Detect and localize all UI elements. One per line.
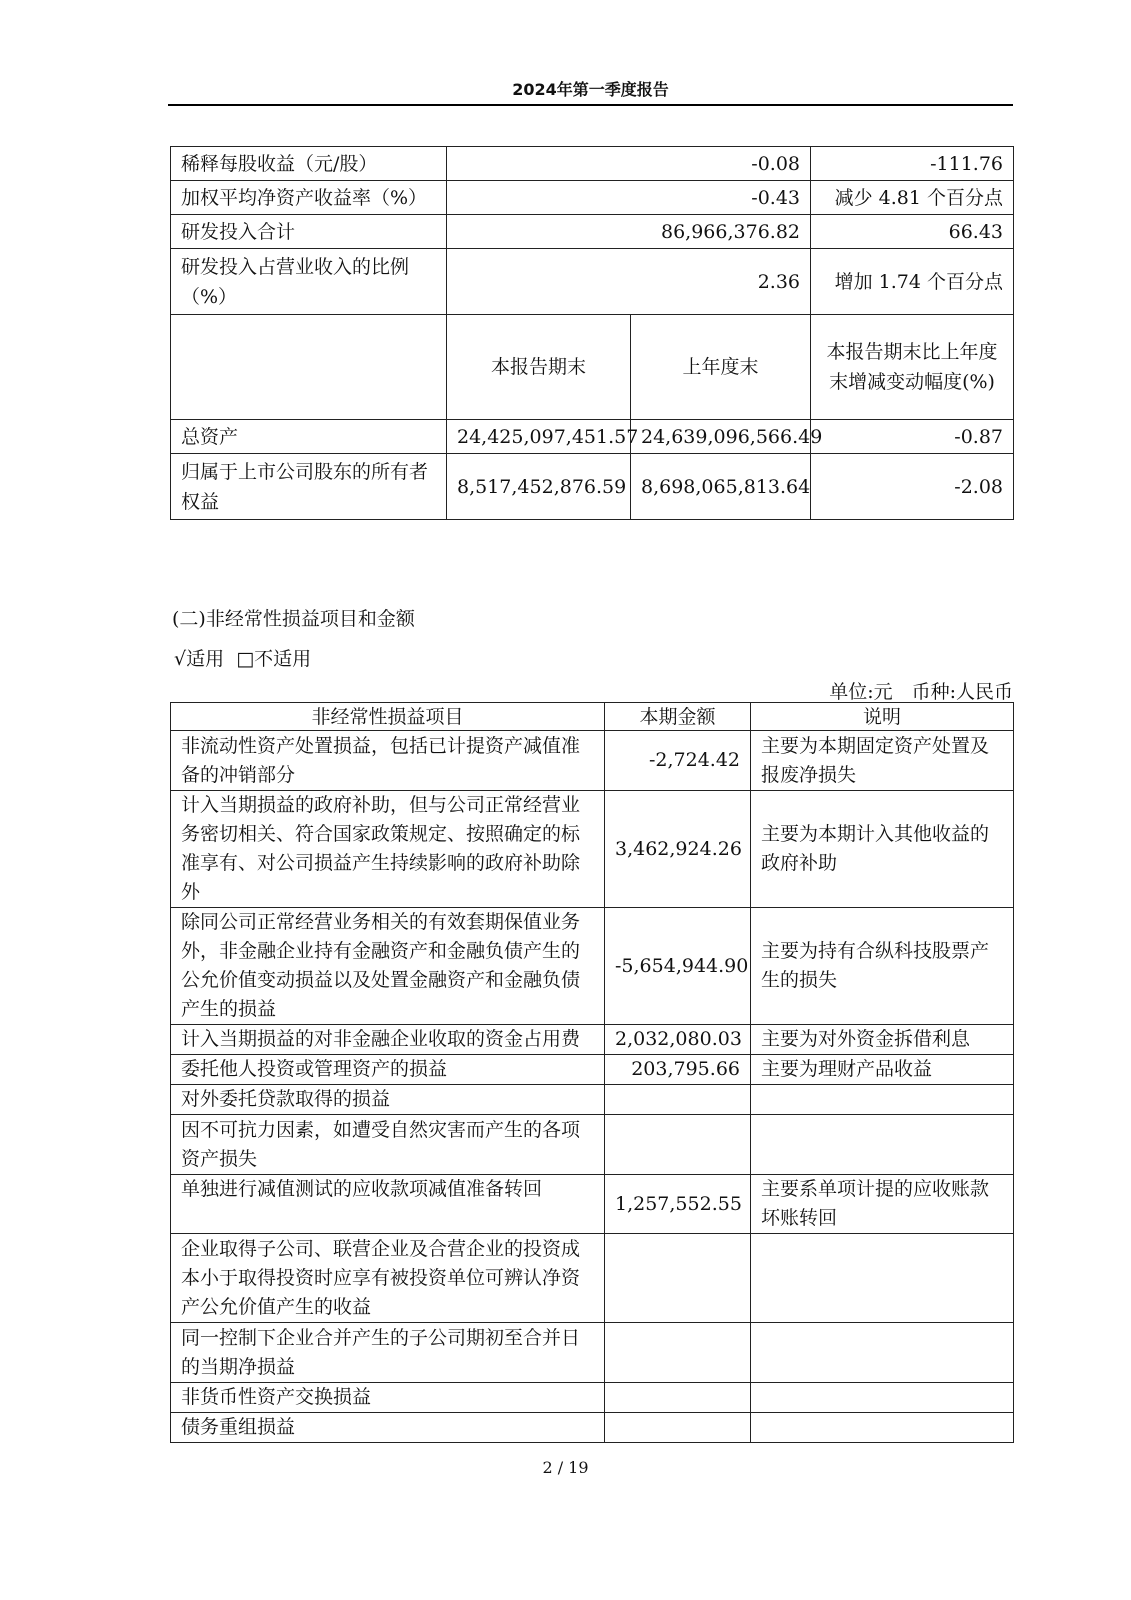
item-cell: 计入当期损益的政府补助，但与公司正常经营业务密切相关、符合国家政策规定、按照确定的标准享有、对公司损益产生持续影响的政府补助除外 [171,791,605,908]
item-cell: 因不可抗力因素，如遭受自然灾害而产生的各项资产损失 [171,1115,605,1175]
item-cell: 企业取得子公司、联营企业及合营企业的投资成本小于取得投资时应享有被投资单位可辨认净资产公允价值产生的收益 [171,1234,605,1323]
row-label: 加权平均净资产收益率（%） [171,181,447,215]
item-cell: 计入当期损益的对非金融企业收取的资金占用费 [171,1025,605,1055]
row-label: 总资产 [171,420,447,454]
checkbox-icon: □ [236,648,255,670]
table-row [171,1413,1014,1443]
not-applicable-label: 不适用 [254,648,312,670]
table-row [171,1175,1014,1234]
row-change: 增加 1.74 个百分点 [811,249,1014,315]
table-header-row [171,315,1014,420]
applicability-line [174,644,311,674]
row-label: 研发投入合计 [171,215,447,249]
row-value: 86,966,376.82 [447,215,811,249]
table-row [171,908,1014,1025]
item-cell: 非货币性资产交换损益 [171,1383,605,1413]
row-change: -2.08 [811,454,1014,520]
row-value-current: 24,425,097,451.57 [447,420,631,454]
note-cell [751,1383,1014,1413]
note-cell: 主要系单项计提的应收账款坏账转回 [751,1175,1014,1234]
amount-cell: 3,462,924.26 [605,791,751,908]
section-title: (二)非经常性损益项目和金额 [172,608,415,630]
col-header-item: 非经常性损益项目 [171,703,605,731]
row-value-current: 8,517,452,876.59 [447,454,631,520]
note-cell [751,1234,1014,1323]
col-header-period-end: 本报告期末 [447,315,631,420]
table-row [171,1055,1014,1085]
table-row [171,147,1014,181]
item-cell: 委托他人投资或管理资产的损益 [171,1055,605,1085]
item-cell: 同一控制下企业合并产生的子公司期初至合并日的当期净损益 [171,1323,605,1383]
table-row [171,215,1014,249]
applicable-label: 适用 [186,648,225,670]
amount-cell: 2,032,080.03 [605,1025,751,1055]
amount-cell: 1,257,552.55 [605,1175,751,1234]
amount-cell [605,1234,751,1323]
amount-cell [605,1383,751,1413]
item-cell: 除同公司正常经营业务相关的有效套期保值业务外，非金融企业持有金融资产和金融负债产生的公允价值变动损益以及处置金融资产和金融负债产生的损益 [171,908,605,1025]
note-cell: 主要为理财产品收益 [751,1055,1014,1085]
note-cell: 主要为对外资金拆借利息 [751,1025,1014,1055]
amount-cell: -5,654,944.90 [605,908,751,1025]
key-indicators-table [170,146,1014,520]
empty-cell [171,315,447,420]
page-number: 2 / 19 [542,1458,589,1477]
amount-cell: 203,795.66 [605,1055,751,1085]
table-row [171,181,1014,215]
unit-currency-note: 单位:元 币种:人民币 [829,681,1013,703]
note-cell: 主要为持有合纵科技股票产生的损失 [751,908,1014,1025]
table-header-row [171,703,1014,731]
row-value-prior: 8,698,065,813.64 [631,454,811,520]
amount-cell [605,1323,751,1383]
table-row [171,1234,1014,1323]
note-cell [751,1413,1014,1443]
table-row [171,1085,1014,1115]
note-cell [751,1115,1014,1175]
amount-cell: -2,724.42 [605,731,751,791]
row-label: 研发投入占营业收入的比例（%） [171,249,447,315]
col-header-note: 说明 [751,703,1014,731]
table-row [171,454,1014,520]
row-change: 66.43 [811,215,1014,249]
table-row [171,1383,1014,1413]
table-row [171,1025,1014,1055]
note-cell: 主要为本期计入其他收益的政府补助 [751,791,1014,908]
amount-cell [605,1413,751,1443]
row-change: -111.76 [811,147,1014,181]
header-divider [168,104,1013,106]
row-value: 2.36 [447,249,811,315]
amount-cell [605,1085,751,1115]
note-cell [751,1085,1014,1115]
table-row [171,731,1014,791]
non-recurring-items-table [170,702,1014,1443]
table-row [171,791,1014,908]
row-value: -0.43 [447,181,811,215]
col-header-amount: 本期金额 [605,703,751,731]
item-cell: 对外委托贷款取得的损益 [171,1085,605,1115]
table-row [171,420,1014,454]
row-value-prior: 24,639,096,566.49 [631,420,811,454]
table-row [171,1323,1014,1383]
item-cell: 债务重组损益 [171,1413,605,1443]
table-row [171,249,1014,315]
row-change: -0.87 [811,420,1014,454]
row-change: 减少 4.81 个百分点 [811,181,1014,215]
item-cell: 非流动性资产处置损益，包括已计提资产减值准备的冲销部分 [171,731,605,791]
note-cell: 主要为本期固定资产处置及报废净损失 [751,731,1014,791]
row-value: -0.08 [447,147,811,181]
item-cell: 单独进行减值测试的应收款项减值准备转回 [171,1175,605,1234]
col-header-change-pct: 本报告期末比上年度末增减变动幅度(%) [811,315,1014,420]
check-mark-icon: √ [174,648,187,670]
note-cell [751,1323,1014,1383]
amount-cell [605,1115,751,1175]
col-header-prior-year-end: 上年度末 [631,315,811,420]
page-header-title: 2024年第一季度报告 [512,80,669,99]
row-label: 稀释每股收益（元/股） [171,147,447,181]
table-row [171,1115,1014,1175]
row-label: 归属于上市公司股东的所有者权益 [171,454,447,520]
